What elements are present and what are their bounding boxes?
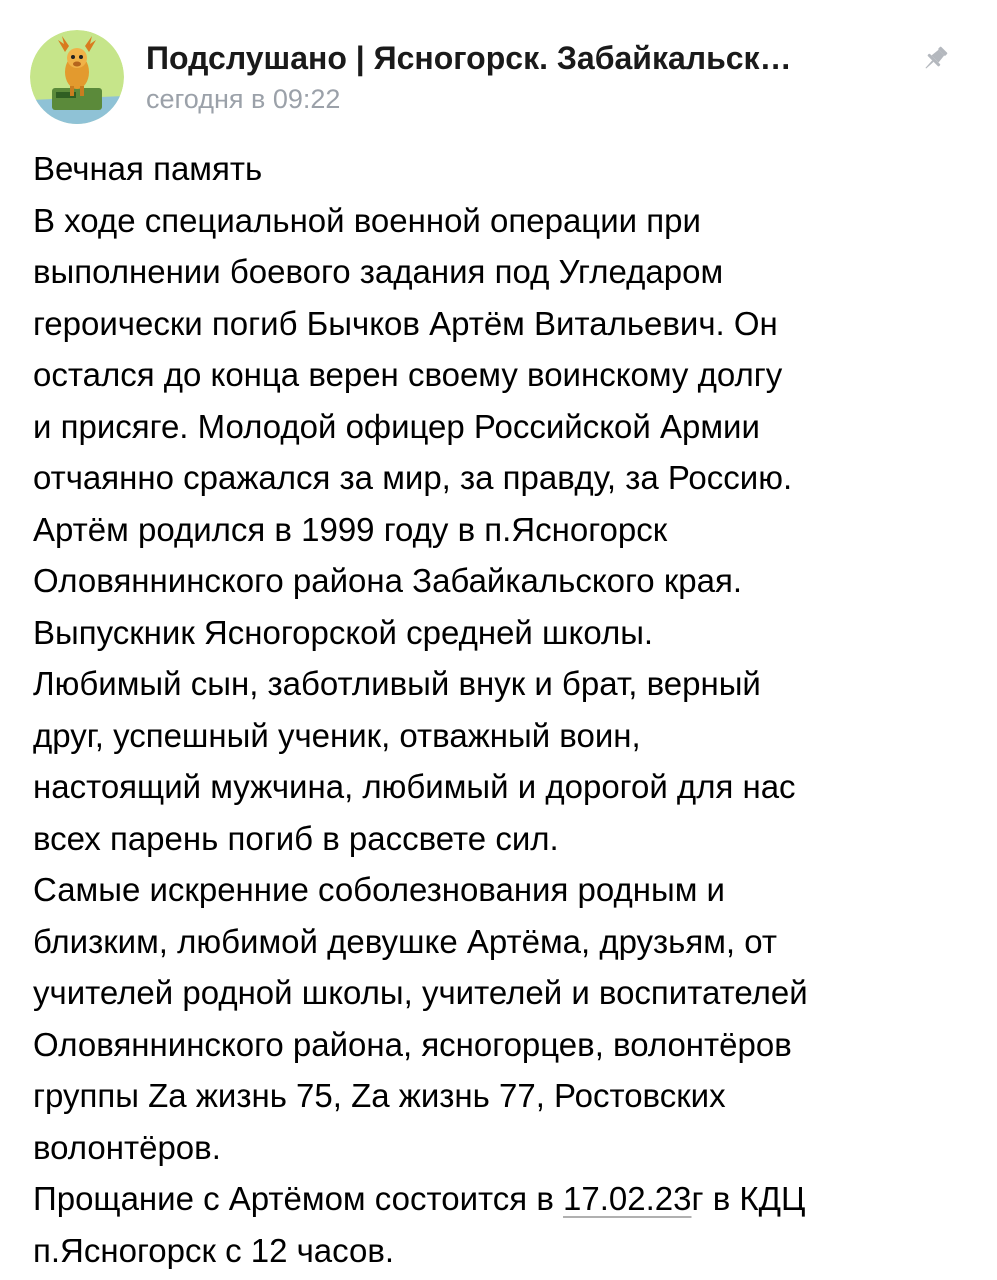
post-line: и присяге. Молодой офицер Российской Армии — [33, 407, 760, 445]
farewell-text-after: г в КДЦ — [691, 1180, 806, 1217]
post-line: учителей родной школы, учителей и воспитателей — [33, 974, 808, 1011]
post-timestamp[interactable]: сегодня в 09:22 — [146, 84, 341, 114]
post-line: Оловяннинского района Забайкальского края. — [33, 562, 743, 599]
post-line: волонтёров. — [33, 1128, 221, 1166]
post-line: близким, любимой девушке Артёма, друзьям, от — [33, 922, 778, 960]
group-avatar[interactable] — [30, 30, 124, 124]
post-line: всех парень погиб в рассвете сил. — [33, 819, 559, 857]
post-line: выполнении боевого задания под Угледаром — [33, 253, 724, 290]
post-line: героически погиб Бычков Артём Витальевич. Он — [33, 304, 778, 342]
post-line: Самые искренние соболезнования родным и — [33, 871, 725, 908]
post-header — [30, 30, 970, 125]
farewell-line — [33, 1173, 978, 1225]
post-line: В ходе специальной военной операции при — [33, 201, 701, 239]
post-line: Оловяннинского района, ясногорцев, волонтёров — [33, 1025, 792, 1063]
post-line: Любимый сын, заботливый внук и брат, верный — [33, 665, 761, 702]
pin-icon — [918, 42, 952, 76]
post-line: друг, успешный ученик, отважный воин, — [33, 716, 641, 754]
farewell-text-before: Прощание с Артёмом состоится в — [33, 1180, 564, 1217]
post-line: настоящий мужчина, любимый и дорогой для нас — [33, 768, 796, 805]
farewell-date-link[interactable]: 17.02.23 — [563, 1180, 692, 1217]
post-line: отчаянно сражался за мир, за правду, за Россию. — [33, 459, 793, 496]
post-text — [33, 143, 978, 1276]
post-line: Артём родился в 1999 году в п.Ясногорск — [33, 510, 668, 548]
farewell-location-line: п.Ясногорск с 12 часов. — [33, 1231, 395, 1269]
post-line: остался до конца верен своему воинскому долгу — [33, 356, 783, 393]
post-line: Выпускник Ясногорской средней школы. — [33, 613, 654, 651]
group-name[interactable]: Подслушано | Ясногорск. Забайкальск… — [146, 40, 792, 76]
post-title: Вечная память — [33, 150, 263, 187]
moose-mascot-avatar-icon — [30, 30, 124, 124]
post-line: группы Zа жизнь 75, Zа жизнь 77, Ростовских — [33, 1077, 726, 1114]
